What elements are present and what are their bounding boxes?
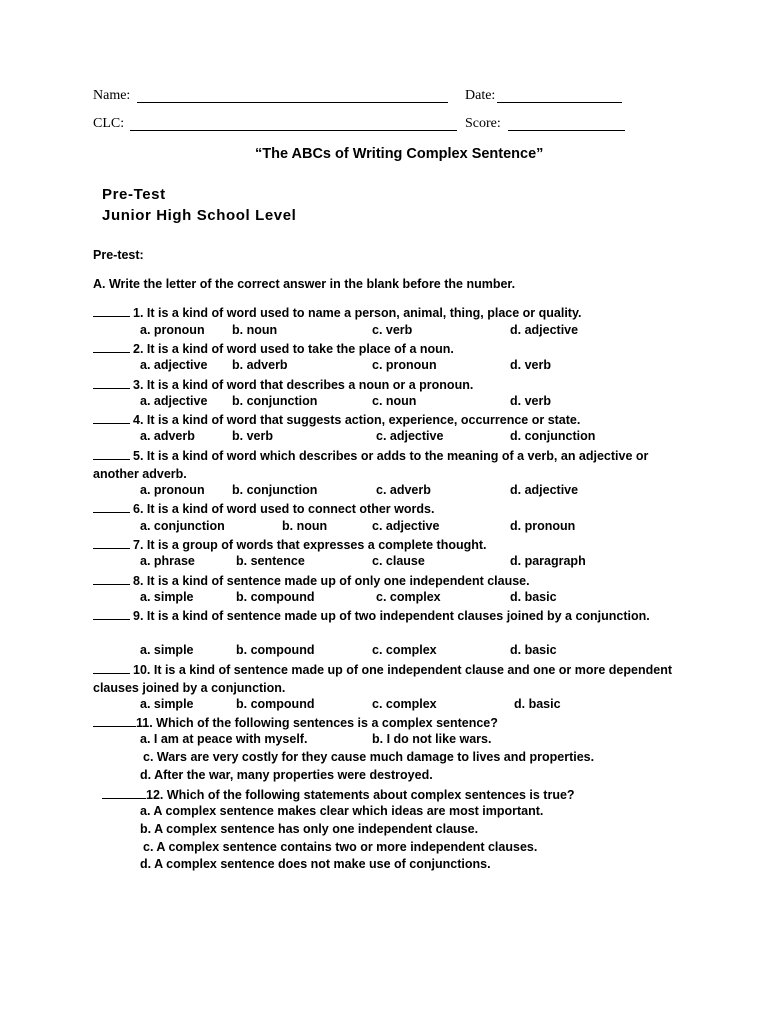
date-label: Date: [465, 88, 496, 103]
option-b: b. verb [232, 429, 273, 443]
answer-blank-6[interactable] [93, 500, 130, 513]
name-label: Name: [93, 88, 131, 103]
answer-blank-3[interactable] [93, 376, 130, 389]
question-1 [93, 304, 683, 323]
option-c: c. pronoun [372, 358, 437, 372]
subtitle-level: Junior High School Level [102, 207, 297, 224]
question-5 [93, 447, 683, 483]
option-c: c. complex [372, 643, 437, 657]
question-text: 1. It is a kind of word used to name a person, animal, thing, place or quality. [133, 306, 582, 320]
instruction-text: A. Write the letter of the correct answer in the blank before the number. [93, 277, 516, 291]
option-a: a. adverb [140, 429, 195, 443]
question-text: 5. It is a kind of word which describes or adds to the meaning of a verb, an adjective or another adverb. [93, 449, 649, 481]
clc-label: CLC: [93, 116, 125, 131]
page-title: “The ABCs of Writing Complex Sentence” [255, 146, 544, 162]
option-a: a. simple [140, 590, 194, 604]
option-b: b. compound [236, 643, 315, 657]
question-2 [93, 340, 683, 359]
option-d: d. conjunction [510, 429, 596, 443]
option-a: a. phrase [140, 554, 195, 568]
option-a: a. adjective [140, 358, 208, 372]
option-b: b. sentence [236, 554, 305, 568]
option-a: a. conjunction [140, 519, 225, 533]
option-b: b. compound [236, 590, 315, 604]
question-7 [93, 536, 683, 555]
option-d: d. pronoun [510, 519, 576, 533]
question-text: 2. It is a kind of word used to take the place of a noun. [133, 342, 454, 356]
question-12 [102, 786, 692, 805]
option-a: a. pronoun [140, 483, 205, 497]
answer-blank-8[interactable] [93, 572, 130, 585]
option-c: c. complex [372, 697, 437, 711]
option-d: d. After the war, many properties were destroyed. [140, 768, 433, 782]
option-b: b. adverb [232, 358, 288, 372]
question-4 [93, 411, 683, 430]
score-field[interactable] [508, 130, 625, 131]
option-a: a. simple [140, 643, 194, 657]
answer-blank-4[interactable] [93, 411, 130, 424]
option-d: d. basic [514, 697, 561, 711]
answer-blank-10[interactable] [93, 661, 130, 674]
option-a: a. pronoun [140, 323, 205, 337]
subtitle-pretest: Pre-Test [102, 186, 166, 203]
question-8 [93, 572, 683, 591]
answer-blank-1[interactable] [93, 304, 130, 317]
answer-blank-11[interactable] [93, 714, 136, 727]
answer-blank-5[interactable] [93, 447, 130, 460]
question-text: 4. It is a kind of word that suggests action, experience, occurrence or state. [133, 413, 581, 427]
option-b: b. conjunction [232, 483, 318, 497]
option-c: c. adverb [376, 483, 431, 497]
question-text: 12. Which of the following statements about complex sentences is true? [146, 788, 575, 802]
option-c: c. Wars are very costly for they cause much damage to lives and properties. [143, 750, 595, 764]
option-a: a. I am at peace with myself. [140, 732, 308, 746]
option-b: b. compound [236, 697, 315, 711]
question-text: 8. It is a kind of sentence made up of only one independent clause. [133, 574, 530, 588]
option-d: d. paragraph [510, 554, 586, 568]
date-field[interactable] [497, 102, 622, 103]
question-6 [93, 500, 683, 519]
question-text: 11. Which of the following sentences is a complex sentence? [136, 716, 498, 730]
option-c: c. clause [372, 554, 425, 568]
answer-blank-9[interactable] [93, 607, 130, 620]
option-a: a. adjective [140, 394, 208, 408]
option-d: d. basic [510, 643, 557, 657]
option-c: c. A complex sentence contains two or more independent clauses. [143, 840, 538, 854]
option-d: d. adjective [510, 323, 579, 337]
option-a: a. simple [140, 697, 194, 711]
question-text: 3. It is a kind of word that describes a noun or a pronoun. [133, 378, 474, 392]
option-d: d. basic [510, 590, 557, 604]
option-c: c. adjective [376, 429, 444, 443]
answer-blank-12[interactable] [102, 786, 146, 799]
score-label: Score: [465, 116, 501, 131]
option-b: b. conjunction [232, 394, 318, 408]
option-c: c. complex [376, 590, 441, 604]
answer-blank-7[interactable] [93, 536, 130, 549]
option-b: b. noun [282, 519, 328, 533]
option-c: c. noun [372, 394, 417, 408]
option-a: a. A complex sentence makes clear which ideas are most important. [140, 804, 544, 818]
name-field[interactable] [137, 102, 448, 103]
question-text: 10. It is a kind of sentence made up of one independent clause and one or more dependent clauses joined by a conjunction. [93, 663, 672, 695]
option-c: c. verb [372, 323, 413, 337]
question-11 [93, 714, 683, 733]
option-d: d. adjective [510, 483, 579, 497]
clc-field[interactable] [130, 130, 457, 131]
answer-blank-2[interactable] [93, 340, 130, 353]
question-10 [93, 661, 683, 697]
option-b: b. I do not like wars. [372, 732, 492, 746]
option-d: d. A complex sentence does not make use of conjunctions. [140, 857, 491, 871]
question-text: 9. It is a kind of sentence made up of two independent clauses joined by a conjunction. [133, 609, 650, 623]
option-b: b. A complex sentence has only one independent clause. [140, 822, 479, 836]
question-9 [93, 607, 683, 626]
option-d: d. verb [510, 358, 551, 372]
option-d: d. verb [510, 394, 551, 408]
option-b: b. noun [232, 323, 278, 337]
option-c: c. adjective [372, 519, 440, 533]
question-3 [93, 376, 683, 395]
section-label: Pre-test: [93, 248, 144, 262]
question-text: 7. It is a group of words that expresses a complete thought. [133, 538, 487, 552]
question-text: 6. It is a kind of word used to connect other words. [133, 502, 435, 516]
